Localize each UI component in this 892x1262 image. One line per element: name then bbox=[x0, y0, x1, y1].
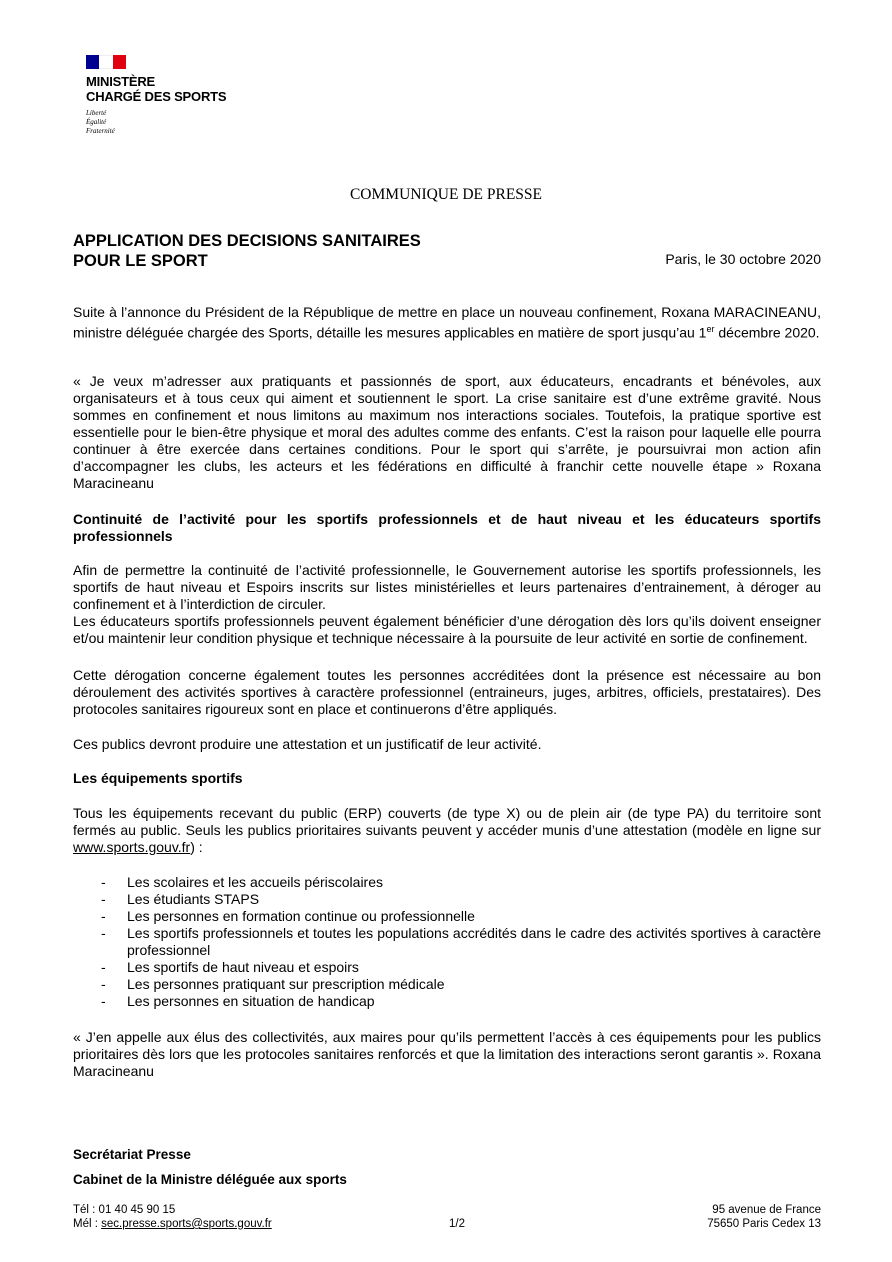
section-heading-equipements: Les équipements sportifs bbox=[73, 770, 243, 786]
list-item: - Les sportifs de haut niveau et espoirs bbox=[73, 959, 821, 976]
list-item: - Les scolaires et les accueils périscolaires bbox=[73, 874, 821, 891]
document-date: Paris, le 30 octobre 2020 bbox=[665, 251, 821, 267]
intro-superscript: er bbox=[706, 324, 715, 334]
priority-publics-list bbox=[73, 874, 821, 1010]
motto-fraternite: Fraternité bbox=[86, 127, 115, 135]
page-number: 1/2 bbox=[449, 1218, 465, 1230]
footer-address-line-1: 95 avenue de France bbox=[712, 1204, 821, 1216]
footer-phone: Tél : 01 40 45 90 15 bbox=[73, 1204, 176, 1216]
list-item: - Les personnes pratiquant sur prescription médicale bbox=[73, 976, 821, 993]
sports-gouv-link[interactable]: www.sports.gouv.fr bbox=[73, 839, 191, 855]
title-line-2: POUR LE SPORT bbox=[73, 252, 208, 270]
ministry-line-2: CHARGÉ DES SPORTS bbox=[86, 89, 227, 104]
footer-mail-line: Mél : sec.presse.sports@sports.gouv.fr bbox=[73, 1218, 272, 1230]
section1-paragraph-2: Les éducateurs sportifs professionnels peuvent également bénéficier d’une dérogation dès lors qu’ils doivent enseigner et/ou maintenir leur condition physique et technique nécessaire à la poursuite de leur activité en sortie de confinement. bbox=[73, 613, 821, 646]
section1-paragraph-3: Cette dérogation concerne également toutes les personnes accréditées dont la présence est nécessaire au bon déroulement des activités sportives à caractère professionnel (entraineurs, juges, arbitres, officiels, prestataires). Des protocoles sanitaires rigoureux sont en place et continuerons d’être appliqués. bbox=[73, 667, 821, 717]
list-item: - Les sportifs professionnels et toutes les populations accrédités dans le cadre des activités sportives à caractère professionnel bbox=[73, 925, 821, 959]
quote-paragraph-2: « J’en appelle aux élus des collectivités, aux maires pour qu’ils permettent l’accès à ces équipements pour les publics prioritaires dès lors que les protocoles sanitaires renforcés et que la limitation des interactions seront garantis ». Roxana Maracineanu bbox=[73, 1029, 821, 1079]
section-heading-continuity: Continuité de l’activité pour les sportifs professionnels et de haut niveau et les éducateurs sportifs professionnels bbox=[73, 511, 821, 544]
list-item: - Les personnes en situation de handicap bbox=[73, 993, 821, 1010]
footer-address-line-2: 75650 Paris Cedex 13 bbox=[707, 1218, 821, 1230]
motto-liberte: Liberté bbox=[86, 109, 107, 117]
section1-paragraph-4: Ces publics devront produire une attestation et un justificatif de leur activité. bbox=[73, 736, 542, 752]
list-item: - Les personnes en formation continue ou professionnelle bbox=[73, 908, 821, 925]
footer-cabinet: Cabinet de la Ministre déléguée aux sports bbox=[73, 1172, 347, 1187]
french-flag-icon bbox=[86, 55, 126, 69]
ministry-line-1: MINISTÈRE bbox=[86, 74, 155, 89]
page-title bbox=[73, 231, 421, 271]
list-item: - Les étudiants STAPS bbox=[73, 891, 821, 908]
quote-paragraph-1: « Je veux m’adresser aux pratiquants et passionnés de sport, aux éducateurs, encadrants et bénévoles, aux organisateurs et à tous ceux qui aiment et soutiennent le sport. La crise sanitaire est d’une extrême gravité. Nous sommes en confinement et nous limitons au maximum nos interactions sociales. Toutefois, la pratique sportive est essentielle pour le bien-être physique et moral des adultes comme des enfants. C’est la raison pour laquelle elle pourra continuer à être exercée dans certaines conditions. Pour le sport qui s’arrête, je poursuivrai mon action afin d’accompagner les clubs, les acteurs et les fédérations en difficulté à franchir cette nouvelle étape » Roxana Maracineanu bbox=[73, 373, 821, 491]
footer-mail-link[interactable]: sec.presse.sports@sports.gouv.fr bbox=[101, 1218, 272, 1230]
document-type: COMMUNIQUE DE PRESSE bbox=[349, 186, 543, 203]
section2-paragraph: Tous les équipements recevant du public (ERP) couverts (de type X) ou de plein air (de type PA) du territoire sont fermés au public. Seuls les publics prioritaires suivants peuvent y accéder munis d’une attestation (modèle en ligne sur www.sports.gouv.fr) : bbox=[73, 805, 821, 855]
motto-egalite: Égalité bbox=[86, 118, 107, 126]
footer-press-service: Secrétariat Presse bbox=[73, 1147, 191, 1162]
section1-paragraph-1: Afin de permettre la continuité de l’activité professionnelle, le Gouvernement autorise les sportifs professionnels, les sportifs de haut niveau et Espoirs inscrits sur listes ministérielles et leurs partenaires d’entrainement, à déroger au confinement et à l’interdiction de circuler. bbox=[73, 562, 821, 612]
intro-paragraph: Suite à l’annonce du Président de la République de mettre en place un nouveau confinement, Roxana MARACINEANU, ministre déléguée chargée des Sports, détaille les mesures applicables en matière de sport jusqu’au 1er décembre 2020. bbox=[73, 304, 821, 341]
title-line-1: APPLICATION DES DECISIONS SANITAIRES bbox=[73, 232, 421, 250]
